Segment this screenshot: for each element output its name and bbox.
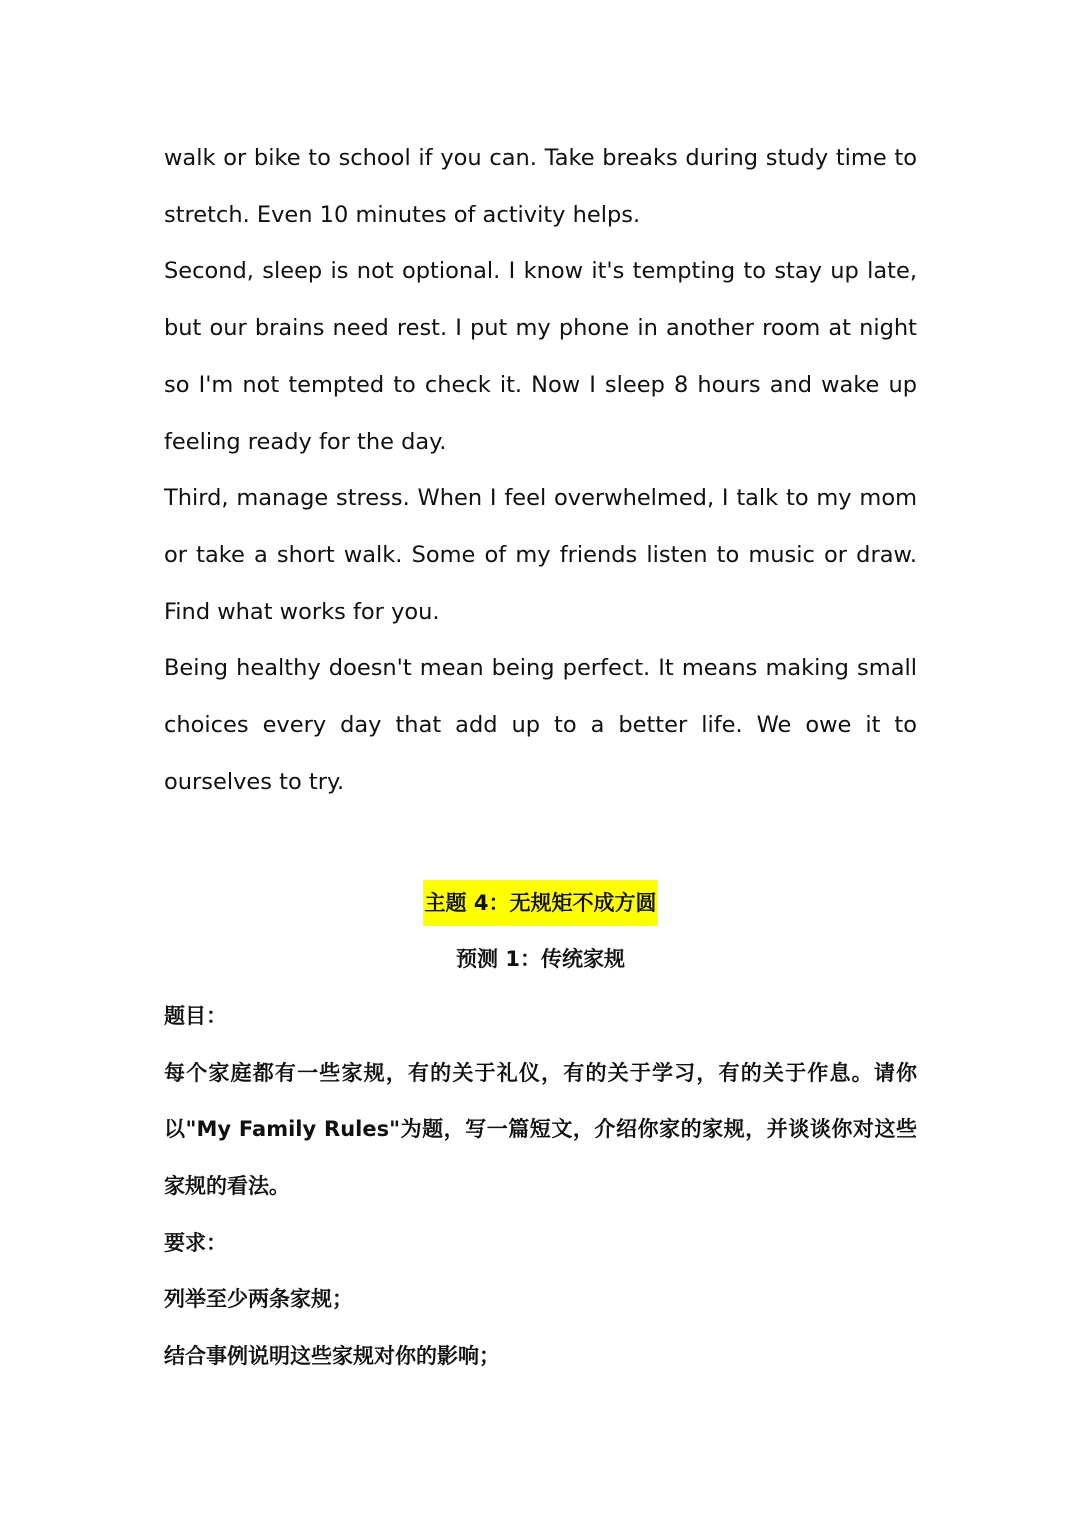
task-section bbox=[164, 988, 917, 1385]
paragraph: Third, manage stress. When I feel overwhelmed, I talk to my mom or take a short walk. Some of my friends listen to music or draw. Find what works for you. bbox=[164, 485, 917, 625]
document-page bbox=[164, 130, 917, 1385]
paragraph: Being healthy doesn't mean being perfect. It means making small choices every day that add up to a better life. We owe it to ourselves to try. bbox=[164, 655, 917, 795]
requirement-item: 结合事例说明这些家规对你的影响； bbox=[164, 1344, 500, 1369]
question-label: 题目： bbox=[164, 1003, 227, 1028]
paragraph: walk or bike to school if you can. Take breaks during study time to stretch. Even 10 minutes of activity helps. bbox=[164, 145, 917, 228]
requirements-label: 要求： bbox=[164, 1230, 227, 1255]
prediction-subtitle: 预测 1：传统家规 bbox=[456, 947, 625, 972]
section-gap bbox=[164, 810, 917, 874]
requirement-item: 列举至少两条家规； bbox=[164, 1287, 353, 1312]
essay-passage bbox=[164, 130, 917, 810]
paragraph: Second, sleep is not optional. I know it's tempting to stay up late, but our brains need rest. I put my phone in another room at night so I'm not tempted to check it. Now I sleep 8 hours and wake up feeling ready for the day. bbox=[164, 258, 917, 455]
topic-heading-row bbox=[164, 874, 917, 931]
question-text: 每个家庭都有一些家规，有的关于礼仪，有的关于学习，有的关于作息。请你以"My Family Rules"为题，写一篇短文，介绍你家的家规，并谈谈你对这些家规的看法。 bbox=[164, 1060, 917, 1198]
topic-heading: 主题 4：无规矩不成方圆 bbox=[423, 880, 659, 926]
